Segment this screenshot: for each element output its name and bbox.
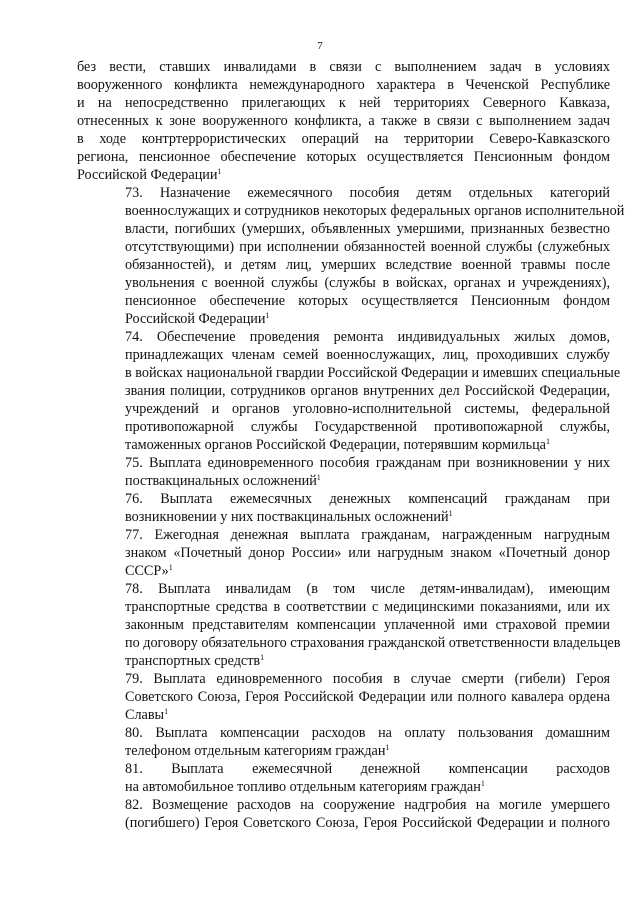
text-fragment: власти, погибших (умерших, объявленных умершими, признанных безвестно bbox=[125, 221, 610, 237]
text-fragment: Советского Союза, Героя Российской Федерации или полного кавалера ордена bbox=[125, 689, 610, 705]
text-line bbox=[77, 418, 610, 436]
footnote-mark: 1 bbox=[385, 743, 390, 752]
text-fragment: отсутствующими) при исполнении обязанностей военной службы (служебных bbox=[125, 239, 610, 255]
footnote-mark: 1 bbox=[168, 563, 173, 572]
text-line-last bbox=[77, 166, 610, 184]
text-fragment: 75. Выплата единовременного пособия гражданам при возникновении у них bbox=[125, 455, 610, 471]
text-fragment: 78. Выплата инвалидам (в том числе детям-инвалидам), имеющим bbox=[125, 581, 610, 597]
text-fragment: учреждений и органов уголовно-исполнительной системы, федеральной bbox=[125, 401, 610, 417]
text-line bbox=[77, 184, 610, 202]
text-line-last bbox=[77, 436, 610, 454]
text-line bbox=[77, 796, 610, 814]
text-line bbox=[77, 454, 610, 472]
text-fragment: транспортные средства в соответствии с медицинскими показаниями, или их bbox=[125, 599, 610, 615]
list-item bbox=[77, 328, 621, 454]
text-line bbox=[77, 400, 610, 418]
text-fragment: 81. Выплата ежемесячной денежной компенсации расходов bbox=[125, 761, 610, 777]
text-line-last bbox=[77, 742, 610, 760]
text-line: региона, пенсионное обеспечение которых осуществляется Пенсионным фондом bbox=[77, 149, 610, 165]
text-fragment: Российской Федерации bbox=[125, 311, 266, 327]
text-fragment: телефоном отдельным категориям граждан bbox=[125, 743, 386, 759]
list-item bbox=[77, 526, 610, 580]
list-item bbox=[77, 184, 625, 328]
text-fragment: 73. Назначение ежемесячного пособия детям отдельных категорий bbox=[125, 185, 610, 201]
footnote-mark: 1 bbox=[316, 473, 321, 482]
list-item bbox=[77, 724, 610, 760]
text-fragment: увольнения с военной службы (службы в войсках, органах и учреждениях), bbox=[125, 275, 610, 291]
text-line bbox=[77, 634, 621, 652]
text-fragment: обязанностей), и детям лиц, умерших вследствие военной травмы после bbox=[125, 257, 610, 273]
list-item bbox=[77, 670, 610, 724]
text-line bbox=[77, 688, 610, 706]
text-line bbox=[77, 238, 610, 256]
text-line-last bbox=[77, 508, 610, 526]
list-item bbox=[77, 760, 610, 796]
text-fragment: на автомобильное топливо отдельным категориям граждан bbox=[125, 779, 481, 795]
text-fragment: пенсионное обеспечение которых осуществляется Пенсионным фондом bbox=[125, 293, 610, 309]
numbered-items bbox=[77, 184, 625, 832]
list-item bbox=[77, 580, 621, 670]
text-fragment: принадлежащих членам семей военнослужащих, лиц, проходивших службу bbox=[125, 347, 610, 363]
text-line-last bbox=[77, 472, 610, 490]
text-fragment: звания полиции, сотрудников органов внутренних дел Российской Федерации, bbox=[125, 383, 610, 399]
text-line bbox=[77, 274, 610, 292]
text-line bbox=[77, 220, 610, 238]
text-line: без вести, ставших инвалидами в связи с выполнением задач в условиях bbox=[77, 59, 610, 75]
text-line-last bbox=[77, 562, 610, 580]
list-item bbox=[77, 490, 610, 526]
text-line bbox=[77, 580, 610, 598]
text-line-last bbox=[77, 814, 610, 832]
footnote-mark: 1 bbox=[545, 437, 550, 446]
footnote-mark: 1 bbox=[164, 707, 169, 716]
text-line-last bbox=[77, 310, 610, 328]
text-fragment: в войсках национальной гвардии Российской Федерации и имевших специальные bbox=[125, 365, 621, 381]
text-fragment: 79. Выплата единовременного пособия в случае смерти (гибели) Героя bbox=[125, 671, 610, 687]
footnote-mark: 1 bbox=[260, 653, 265, 662]
page-number: 7 bbox=[317, 40, 323, 52]
continuation-paragraph bbox=[77, 58, 610, 184]
text-line bbox=[77, 364, 621, 382]
document-body bbox=[77, 58, 625, 832]
text-line-last bbox=[77, 706, 610, 724]
footnote-mark: 1 bbox=[217, 167, 222, 176]
text-line bbox=[77, 544, 610, 562]
text-fragment: противопожарной службы Государственной противопожарной службы, bbox=[125, 419, 610, 435]
text-fragment: СССР» bbox=[125, 563, 169, 579]
text-line bbox=[77, 346, 610, 364]
text-fragment: 77. Ежегодная денежная выплата гражданам, награжденным нагрудным bbox=[125, 527, 610, 543]
text-line bbox=[77, 292, 610, 310]
text-line bbox=[77, 202, 625, 220]
text-line bbox=[77, 328, 610, 346]
text-fragment: Российской Федерации bbox=[77, 167, 218, 183]
text-fragment: возникновении у них поствакцинальных осложнений bbox=[125, 509, 449, 525]
text-fragment: (погибшего) Героя Советского Союза, Героя Российской Федерации и полного bbox=[125, 815, 610, 831]
text-line-last bbox=[77, 652, 610, 670]
text-fragment: поствакцинальных осложнений bbox=[125, 473, 317, 489]
text-line bbox=[77, 382, 610, 400]
text-line bbox=[77, 256, 610, 274]
text-line bbox=[77, 616, 610, 634]
footnote-mark: 1 bbox=[480, 779, 485, 788]
text-line bbox=[77, 670, 610, 688]
text-line bbox=[77, 760, 610, 778]
text-fragment: 80. Выплата компенсации расходов на оплату пользования домашним bbox=[125, 725, 610, 741]
text-fragment: знаком «Почетный донор России» или нагрудным знаком «Почетный донор bbox=[125, 545, 610, 561]
text-fragment: таможенных органов Российской Федерации, потерявшим кормильца bbox=[125, 437, 546, 453]
text-line bbox=[77, 724, 610, 742]
footnote-mark: 1 bbox=[265, 311, 270, 320]
text-fragment: 74. Обеспечение проведения ремонта индивидуальных жилых домов, bbox=[125, 329, 610, 345]
text-line: отнесенных к зоне вооруженного конфликта, а также в связи с выполнением задач bbox=[77, 113, 610, 129]
list-item bbox=[77, 796, 610, 832]
text-fragment: военнослужащих и сотрудников некоторых федеральных органов исполнительной bbox=[125, 203, 625, 219]
text-line bbox=[77, 526, 610, 544]
text-fragment: транспортных средств bbox=[125, 653, 261, 669]
text-fragment: законным представителям компенсации уплаченной ими страховой премии bbox=[125, 617, 610, 633]
list-item bbox=[77, 454, 610, 490]
text-fragment: Славы bbox=[125, 707, 165, 723]
text-fragment: по договору обязательного страхования гражданской ответственности владельцев bbox=[125, 635, 621, 651]
footnote-mark: 1 bbox=[448, 509, 453, 518]
text-line: в ходе контртеррористических операций на территории Северо-Кавказского bbox=[77, 131, 610, 147]
text-line: вооруженного конфликта немеждународного характера в Чеченской Республике bbox=[77, 77, 610, 93]
text-fragment: 82. Возмещение расходов на сооружение надгробия на могиле умершего bbox=[125, 797, 610, 813]
text-line-last bbox=[77, 778, 610, 796]
text-line bbox=[77, 598, 610, 616]
text-fragment: 76. Выплата ежемесячных денежных компенсаций гражданам при bbox=[125, 491, 610, 507]
text-line: и на непосредственно прилегающих к ней территориях Северного Кавказа, bbox=[77, 95, 610, 111]
text-line bbox=[77, 490, 610, 508]
